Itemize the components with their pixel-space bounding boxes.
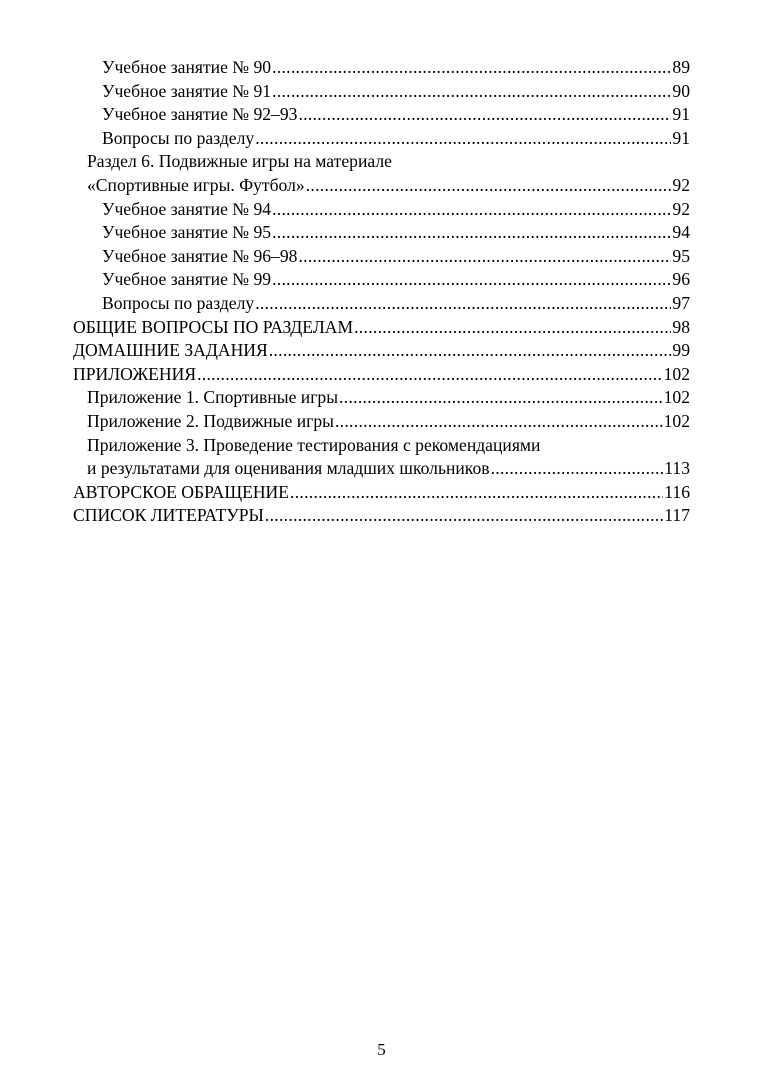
- toc-entry-page: 116: [664, 481, 690, 502]
- toc-entry[interactable]: [73, 504, 690, 528]
- toc-entry-title: Учебное занятие № 99: [102, 269, 272, 290]
- toc-entry-page: 97: [672, 292, 690, 313]
- toc-entry[interactable]: [73, 221, 690, 245]
- toc-entry[interactable]: [73, 268, 690, 292]
- toc-entry-title: Вопросы по разделу: [102, 127, 255, 148]
- toc-dot-leader: [272, 56, 671, 80]
- toc-entry[interactable]: [73, 410, 690, 434]
- toc-entry-page: 113: [664, 458, 690, 479]
- toc-entry[interactable]: [73, 56, 690, 80]
- toc-entry-title: ОБЩИЕ ВОПРОСЫ ПО РАЗДЕЛАМ: [73, 316, 354, 337]
- toc-entry[interactable]: [73, 150, 690, 174]
- toc-dot-leader: [272, 80, 671, 104]
- toc-entry-title: ПРИЛОЖЕНИЯ: [73, 363, 197, 384]
- toc-dot-leader: [197, 363, 663, 387]
- toc-dot-leader: [265, 504, 663, 528]
- toc-entry-title: Учебное занятие № 94: [102, 198, 272, 219]
- toc-entry-title: Раздел 6. Подвижные игры на материале: [87, 151, 392, 172]
- toc-entry[interactable]: [73, 339, 690, 363]
- toc-entry-title: Учебное занятие № 96–98: [102, 245, 298, 266]
- toc-entry-page: 89: [672, 57, 690, 77]
- toc-dot-leader: [269, 339, 672, 363]
- toc-entry[interactable]: [73, 103, 690, 127]
- toc-entry-page: 92: [672, 174, 690, 195]
- toc-entry[interactable]: [73, 292, 690, 316]
- toc-entry-page: 98: [672, 316, 690, 337]
- toc-entry[interactable]: [73, 80, 690, 104]
- toc-dot-leader: [335, 410, 663, 434]
- toc-dot-leader: [272, 268, 671, 292]
- toc-dot-leader: [339, 386, 663, 410]
- toc-entry[interactable]: [73, 481, 690, 505]
- toc-entry[interactable]: [73, 127, 690, 151]
- toc-dot-leader: [491, 457, 664, 481]
- toc-dot-leader: [354, 316, 671, 340]
- toc-entry-title: Учебное занятие № 95: [102, 222, 272, 243]
- toc-dot-leader: [298, 103, 671, 127]
- page-number: 5: [377, 1040, 386, 1059]
- toc-dot-leader: [272, 198, 671, 222]
- toc-entry-title: Учебное занятие № 90: [102, 57, 272, 77]
- toc-entry-title: Учебное занятие № 92–93: [102, 104, 298, 125]
- toc-entry-title: Приложение 1. Спортивные игры: [87, 387, 339, 408]
- toc-entry[interactable]: [73, 386, 690, 410]
- toc-dot-leader: [272, 221, 671, 245]
- toc-entry-page: 99: [672, 340, 690, 361]
- toc-entry-page: 96: [672, 269, 690, 290]
- toc-entry[interactable]: [73, 174, 690, 198]
- toc-entry[interactable]: [73, 245, 690, 269]
- toc-entry-title: Приложение 3. Проведение тестирования с рекомендациями: [87, 434, 541, 455]
- toc-entry[interactable]: [73, 457, 690, 481]
- toc-entry[interactable]: [73, 316, 690, 340]
- toc-entry-title: ДОМАШНИЕ ЗАДАНИЯ: [73, 340, 268, 361]
- toc-entry-page: 90: [672, 80, 690, 101]
- toc-entry-page: 117: [664, 505, 690, 526]
- toc-entry[interactable]: [73, 363, 690, 387]
- toc-dot-leader: [255, 127, 671, 151]
- table-of-contents: [73, 56, 690, 528]
- toc-entry[interactable]: [73, 198, 690, 222]
- toc-dot-leader: [290, 481, 663, 505]
- toc-entry-title: Учебное занятие № 91: [102, 80, 272, 101]
- toc-entry-title: «Спортивные игры. Футбол»: [87, 174, 305, 195]
- toc-entry-page: 92: [672, 198, 690, 219]
- toc-entry-page: 102: [663, 410, 690, 431]
- toc-dot-leader: [306, 174, 672, 198]
- toc-dot-leader: [298, 245, 671, 269]
- toc-entry-title: Вопросы по разделу: [102, 292, 255, 313]
- toc-entry-title: СПИСОК ЛИТЕРАТУРЫ: [73, 505, 264, 526]
- toc-entry-page: 95: [672, 245, 690, 266]
- toc-entry-page: 91: [672, 127, 690, 148]
- toc-dot-leader: [255, 292, 671, 316]
- toc-entry-page: 94: [672, 222, 690, 243]
- toc-entry-title: и результатами для оценивания младших школьников: [87, 458, 490, 479]
- toc-entry[interactable]: [73, 434, 690, 458]
- toc-entry-page: 91: [672, 104, 690, 125]
- toc-entry-title: Приложение 2. Подвижные игры: [87, 410, 334, 431]
- toc-entry-title: АВТОРСКОЕ ОБРАЩЕНИЕ: [73, 481, 290, 502]
- toc-entry-page: 102: [663, 387, 690, 408]
- toc-entry-page: 102: [663, 363, 690, 384]
